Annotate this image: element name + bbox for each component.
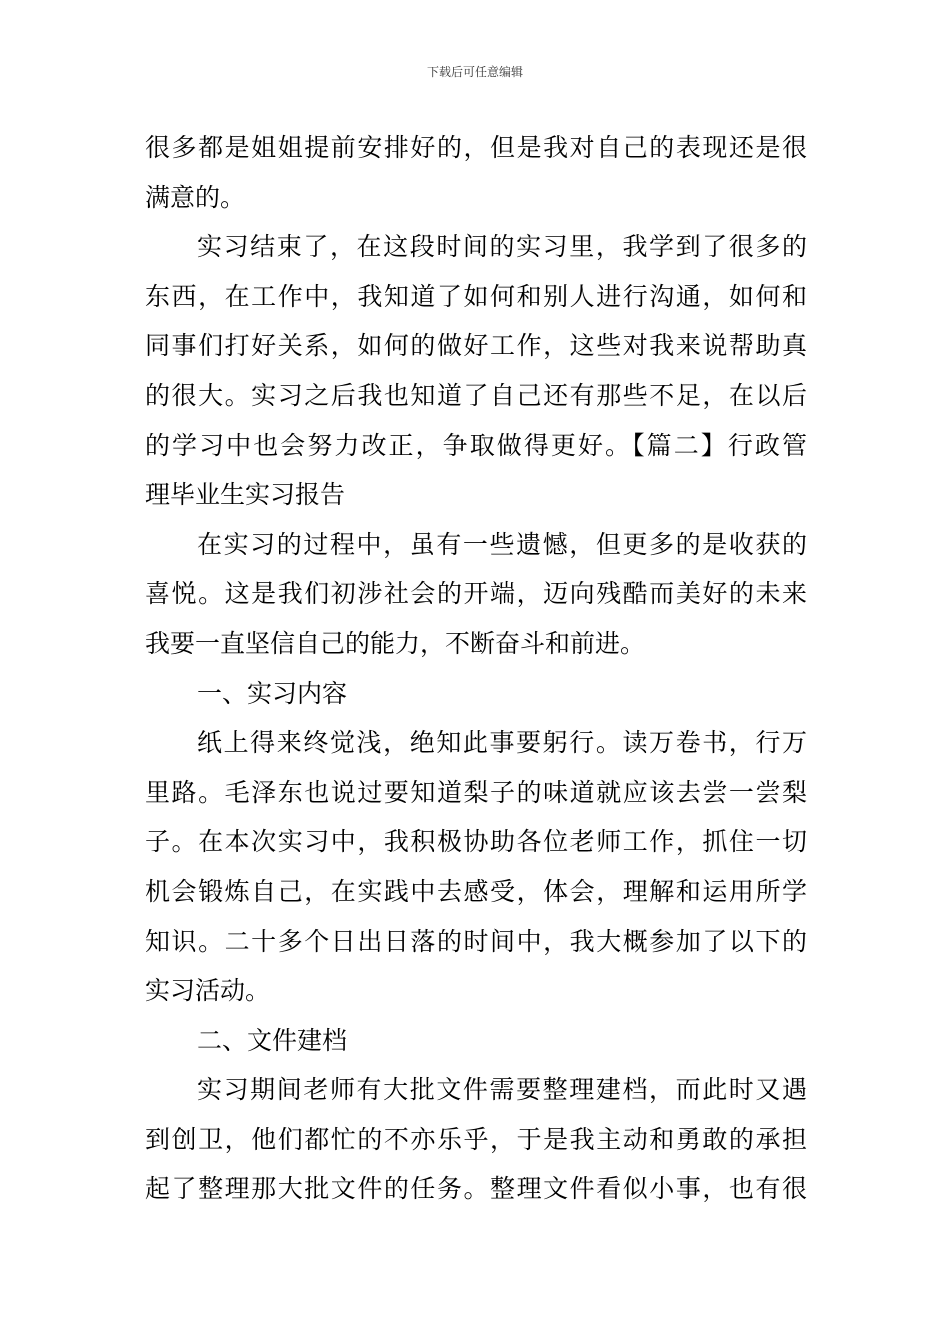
text-line: 实习期间老师有大批文件需要整理建档，而此时又遇 xyxy=(197,1075,807,1105)
text-line: 满意的。 xyxy=(145,182,246,212)
text-line: 很多都是姐姐提前安排好的，但是我对自己的表现还是很 xyxy=(145,133,807,162)
text-line: 知识。二十多个日出日落的时间中，我大概参加了以下的 xyxy=(145,926,807,956)
text-line: 一、实习内容 xyxy=(197,678,348,708)
text-line: 起了整理那大批文件的任务。整理文件看似小事，也有很 xyxy=(145,1174,807,1204)
text-line: 东西，在工作中，我知道了如何和别人进行沟通，如何和 xyxy=(145,281,807,311)
page-header: 下载后可任意编辑 xyxy=(426,65,523,79)
text-line: 实习结束了，在这段时间的实习里，我学到了很多的 xyxy=(197,232,807,262)
text-line: 子。在本次实习中，我积极协助各位老师工作，抓住一切 xyxy=(145,827,807,857)
text-line: 二、文件建档 xyxy=(197,1025,348,1055)
text-line: 在实习的过程中，虽有一些遗憾，但更多的是收获的 xyxy=(197,529,807,559)
text-line: 喜悦。这是我们初涉社会的开端，迈向残酷而美好的未来 xyxy=(145,579,807,609)
text-line: 到创卫，他们都忙的不亦乐乎，于是我主动和勇敢的承担 xyxy=(145,1124,807,1154)
text-line: 实习活动。 xyxy=(145,976,271,1006)
document-body xyxy=(145,123,807,1214)
text-line: 的学习中也会努力改正，争取做得更好。【篇二】行政管 xyxy=(145,430,807,460)
text-line: 我要一直坚信自己的能力，不断奋斗和前进。 xyxy=(145,628,646,658)
text-line: 的很大。实习之后我也知道了自己还有那些不足，在以后 xyxy=(145,380,807,410)
text-line: 纸上得来终觉浅，绝知此事要躬行。读万卷书，行万 xyxy=(197,728,807,758)
text-line: 机会锻炼自己，在实践中去感受，体会，理解和运用所学 xyxy=(145,876,807,906)
text-line: 同事们打好关系，如何的做好工作，这些对我来说帮助真 xyxy=(145,331,807,361)
text-line: 里路。毛泽东也说过要知道梨子的味道就应该去尝一尝梨 xyxy=(145,777,807,807)
text-line: 理毕业生实习报告 xyxy=(145,480,346,510)
